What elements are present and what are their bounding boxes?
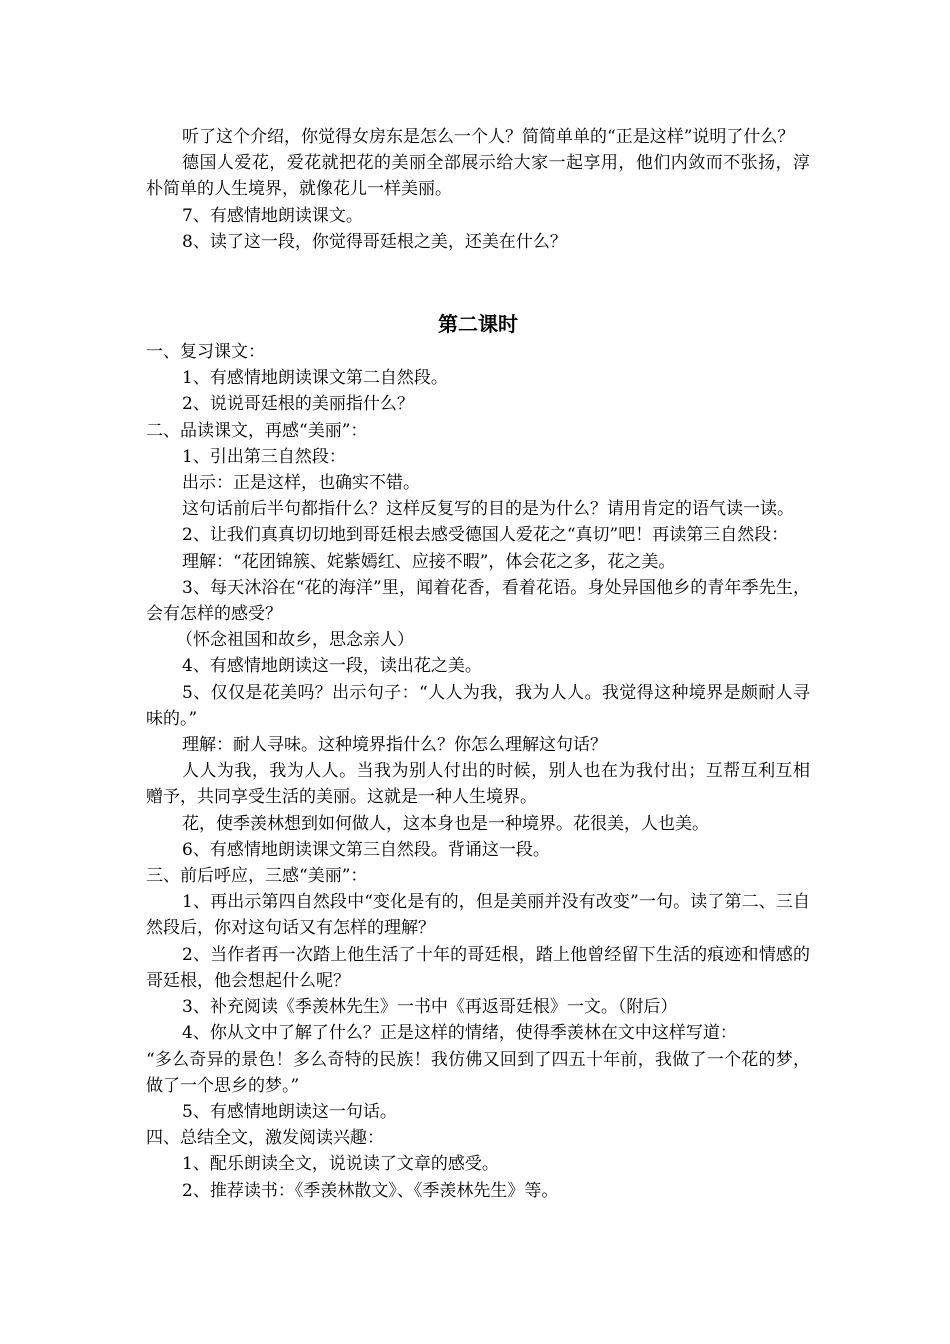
paragraph: 2、说说哥廷根的美丽指什么？ [182,394,414,415]
paragraph: 7、有感情地朗读课文。 [182,205,363,226]
section-spacer [146,255,810,307]
intro-section [146,124,810,255]
paragraph: 4、有感情地朗读这一段，读出花之美。 [182,656,482,677]
paragraph: 人人为我，我为人人。当我为别人付出的时候，别人也在为我付出；互帮互利互相赠予，共同享受生活的美丽。这就是一种人生境界。 [146,761,810,808]
paragraph: 2、推荐读书：《季羡林散文》、《季羡林先生》等。 [182,1180,559,1201]
paragraph: 这句话前后半句都指什么？这样反复写的目的是为什么？请用肯定的语气读一读。 [182,499,794,520]
lesson-body [146,339,810,1204]
paragraph: 1、配乐朗读全文，说说读了文章的感受。 [182,1154,499,1175]
paragraph: 出示：正是这样，也确实不错。 [182,473,420,494]
paragraph: 1、有感情地朗读课文第二自然段。 [182,368,448,389]
paragraph: 理解：“花团锦簇、姹紫嫣红、应接不暇”，体会花之多，花之美。 [182,551,676,572]
paragraph: 4、你从文中了解了什么？正是这样的情绪，使得季羡林在文中这样写道： [182,1023,737,1044]
paragraph: 2、当作者再一次踏上他生活了十年的哥廷根，踏上他曾经留下生活的痕迹和情感的哥廷根，他会想起什么呢？ [146,944,810,991]
paragraph: 5、仅仅是花美吗？出示句子：“人人为我，我为人人。我觉得这种境界是颇耐人寻味的。” [146,682,810,729]
paragraph: 一、复习课文： [146,342,265,363]
paragraph: 1、引出第三自然段： [182,446,346,467]
paragraph: 3、补充阅读《季羡林先生》一书中《再返哥廷根》一文。（附后） [182,997,678,1018]
paragraph: 6、有感情地朗读课文第三自然段。背诵这一段。 [182,839,550,860]
paragraph: “多么奇异的景色！多么奇特的民族！我仿佛又回到了四五十年前，我做了一个花的梦，做了一个思乡的梦。” [146,1049,810,1096]
paragraph: （怀念祖国和故乡，思念亲人） [176,630,414,651]
paragraph: 1、再出示第四自然段中“变化是有的，但是美丽并没有改变”一句。读了第二、三自然段后，你对这句话又有怎样的理解？ [146,892,810,939]
paragraph: 2、让我们真真切切地到哥廷根去感受德国人爱花之“真切”吧！再读第三自然段： [182,525,789,546]
paragraph: 3、每天沐浴在“花的海洋”里，闻着花香，看着花语。身处异国他乡的青年季先生，会有怎样的感受？ [146,577,810,625]
paragraph: 8、读了这一段，你觉得哥廷根之美，还美在什么？ [182,231,567,252]
paragraph: 四、总结全文，激发阅读兴趣： [146,1128,384,1149]
paragraph: 花，使季羡林想到如何做人，这本身也是一种境界。花很美，人也美。 [182,813,709,834]
paragraph: 三、前后呼应，三感“美丽”： [146,866,368,887]
lesson-heading: 第二课时 [438,312,518,337]
paragraph: 德国人爱花，爱花就把花的美丽全部展示给大家一起享用，他们内敛而不张扬，淳朴简单的人生境界，就像花儿一样美丽。 [146,153,810,200]
paragraph: 二、品读课文，再感“美丽”： [146,420,368,441]
paragraph: 理解：耐人寻味。这种境界指什么？你怎么理解这句话？ [182,735,607,756]
paragraph: 5、有感情地朗读这一句话。 [182,1101,397,1122]
document-page [146,124,810,1204]
paragraph: 听了这个介绍，你觉得女房东是怎么一个人？简简单单的“正是这样”说明了什么？ [182,127,795,147]
